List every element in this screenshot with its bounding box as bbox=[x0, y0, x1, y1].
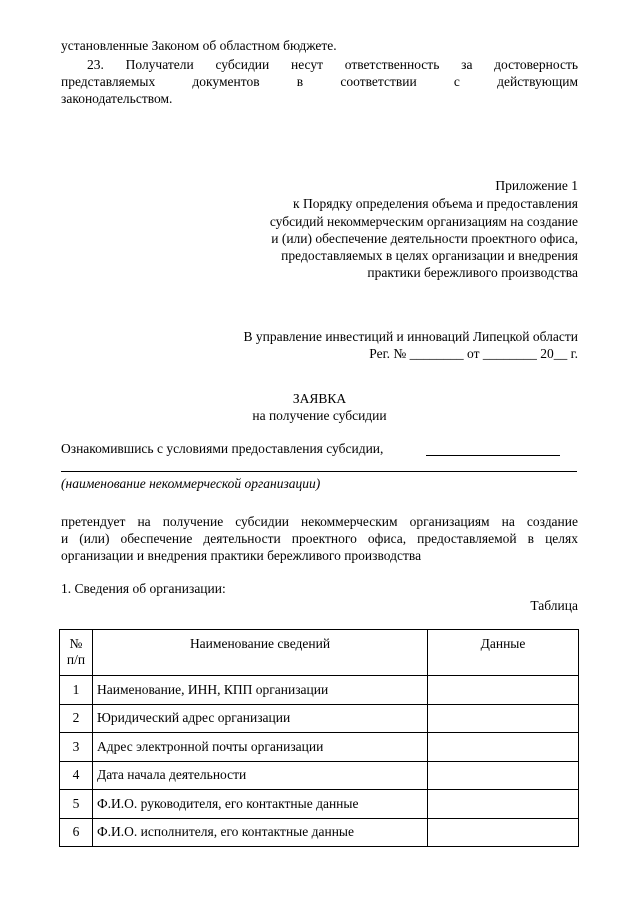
table-row bbox=[60, 704, 579, 733]
header-number-line-2: п/п bbox=[66, 652, 86, 667]
row-name: Наименование, ИНН, КПП организации bbox=[93, 676, 428, 705]
paragraph-23-line-3: законодательством. bbox=[61, 91, 173, 106]
addressee-line: В управление инвестиций и инноваций Липецкой области bbox=[243, 329, 578, 344]
claim-line-3: организации и внедрения практики бережливого производства bbox=[61, 548, 422, 563]
row-number: 2 bbox=[60, 704, 93, 733]
header-data: Данные bbox=[428, 630, 579, 676]
header-number-line-1: № bbox=[69, 636, 83, 651]
row-number: 3 bbox=[60, 733, 93, 762]
organization-info-table bbox=[59, 629, 579, 847]
row-name: Адрес электронной почты организации bbox=[93, 733, 428, 762]
row-number: 1 bbox=[60, 676, 93, 705]
section-heading: 1. Сведения об организации: bbox=[61, 581, 226, 596]
table-row bbox=[60, 733, 579, 762]
document-title: ЗАЯВКА bbox=[292, 391, 347, 406]
row-data-cell[interactable] bbox=[428, 818, 579, 847]
claim-line-2: и (или) обеспечение деятельности проектного офиса, предоставляемой в целях bbox=[61, 531, 578, 546]
row-name: Юридический адрес организации bbox=[93, 704, 428, 733]
appendix-line: к Порядку определения объема и предоставления bbox=[293, 196, 578, 211]
org-name-caption: (наименование некоммерческой организации) bbox=[61, 476, 321, 491]
appendix-line: и (или) обеспечение деятельности проектного офиса, bbox=[271, 231, 578, 246]
row-number: 5 bbox=[60, 790, 93, 819]
table-row bbox=[60, 790, 579, 819]
row-data-cell[interactable] bbox=[428, 761, 579, 790]
table-label: Таблица bbox=[530, 598, 578, 613]
appendix-line: практики бережливого производства bbox=[367, 265, 578, 280]
intro-text: Ознакомившись с условиями предоставления субсидии, bbox=[61, 441, 384, 456]
row-data-cell[interactable] bbox=[428, 704, 579, 733]
org-name-blank-line-2[interactable] bbox=[61, 471, 577, 472]
claim-line-1: претендует на получение субсидии некоммерческим организациям на создание bbox=[61, 514, 578, 529]
row-data-cell[interactable] bbox=[428, 676, 579, 705]
row-data-cell[interactable] bbox=[428, 790, 579, 819]
document-subtitle: на получение субсидии bbox=[252, 408, 387, 423]
appendix-line: Приложение 1 bbox=[495, 178, 578, 193]
row-name: Ф.И.О. исполнителя, его контактные данные bbox=[93, 818, 428, 847]
row-data-cell[interactable] bbox=[428, 733, 579, 762]
row-name: Дата начала деятельности bbox=[93, 761, 428, 790]
appendix-line: предоставляемых в целях организации и внедрения bbox=[281, 248, 578, 263]
table-row bbox=[60, 818, 579, 847]
row-number: 4 bbox=[60, 761, 93, 790]
header-name: Наименование сведений bbox=[93, 630, 428, 676]
org-name-blank-line[interactable] bbox=[426, 455, 560, 456]
paragraph-23-line-2: представляемых документов в соответствии с действующим bbox=[61, 74, 578, 89]
row-number: 6 bbox=[60, 818, 93, 847]
header-number bbox=[60, 630, 93, 676]
paragraph-23-line-1: 23. Получатели субсидии несут ответственность за достоверность bbox=[87, 57, 578, 72]
appendix-line: субсидий некоммерческим организациям на создание bbox=[269, 214, 578, 229]
continuation-line: установленные Законом об областном бюджете. bbox=[61, 38, 337, 53]
registration-line: Рег. № ________ от ________ 20__ г. bbox=[369, 346, 578, 361]
row-name: Ф.И.О. руководителя, его контактные данные bbox=[93, 790, 428, 819]
table-row bbox=[60, 761, 579, 790]
table-row bbox=[60, 676, 579, 705]
